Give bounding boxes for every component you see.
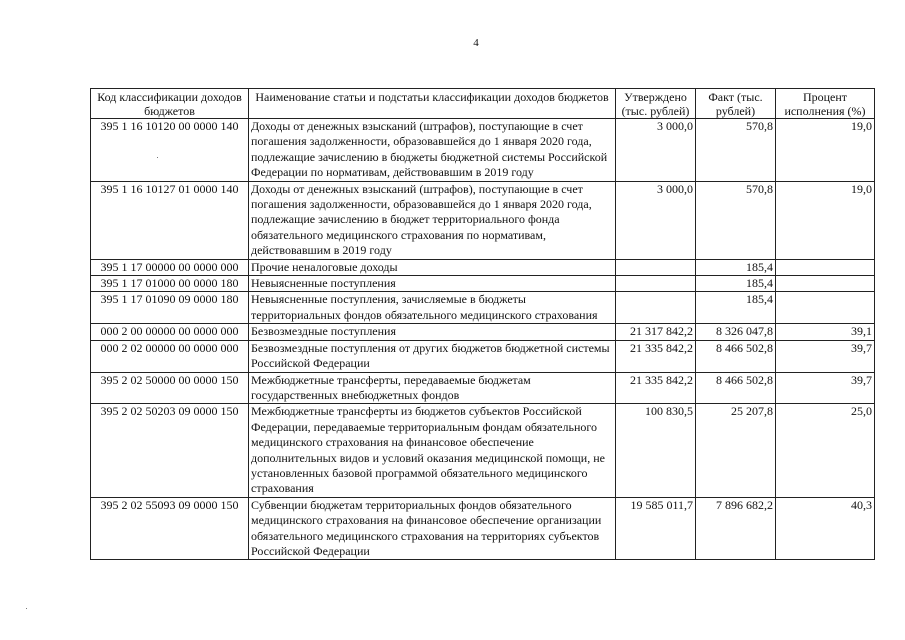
row-fact: 8 326 047,8 (696, 324, 776, 340)
row-name: Невыясненные поступления, зачисляемые в бюджеты территориальных фондов обязательного медицинского страхования (249, 292, 616, 324)
row-code: 000 2 02 00000 00 0000 000 (91, 340, 249, 372)
row-name: Межбюджетные трансферты из бюджетов субъектов Российской Федерации, передаваемые территориальным фондам обязательного медицинского страхования на финансовое обеспечение дополнительных видов и условий оказания медицинской помощи, не установленных базовой программой обязательного медицинского страхования (249, 404, 616, 497)
row-name: Безвозмездные поступления (249, 324, 616, 340)
row-fact: 8 466 502,8 (696, 372, 776, 404)
row-fact: 8 466 502,8 (696, 340, 776, 372)
row-code: 395 1 17 01090 09 0000 180 (91, 292, 249, 324)
row-approved (616, 259, 696, 275)
table-row (91, 292, 875, 324)
scan-speck (157, 157, 158, 158)
row-percent: 19,0 (776, 181, 875, 259)
row-code: 395 1 16 10120 00 0000 140 (91, 119, 249, 182)
row-approved: 3 000,0 (616, 119, 696, 182)
row-approved (616, 292, 696, 324)
row-fact: 570,8 (696, 181, 776, 259)
row-percent (776, 292, 875, 324)
page-number: 4 (473, 37, 479, 49)
row-name: Невыясненные поступления (249, 276, 616, 292)
row-code: 395 1 16 10127 01 0000 140 (91, 181, 249, 259)
table-row (91, 340, 875, 372)
row-code: 395 2 02 50000 00 0000 150 (91, 372, 249, 404)
row-approved: 100 830,5 (616, 404, 696, 497)
row-percent: 40,3 (776, 497, 875, 560)
table-row (91, 119, 875, 182)
header-approved: Утверждено (тыс. рублей) (616, 89, 696, 119)
table-row (91, 372, 875, 404)
row-fact: 185,4 (696, 276, 776, 292)
row-approved: 19 585 011,7 (616, 497, 696, 560)
header-code: Код классификации доходов бюджетов (91, 89, 249, 119)
row-approved (616, 276, 696, 292)
table-row (91, 404, 875, 497)
row-approved: 21 335 842,2 (616, 372, 696, 404)
row-name: Безвозмездные поступления от других бюджетов бюджетной системы Российской Федерации (249, 340, 616, 372)
row-code: 395 2 02 55093 09 0000 150 (91, 497, 249, 560)
row-fact: 185,4 (696, 292, 776, 324)
row-name: Межбюджетные трансферты, передаваемые бюджетам государственных внебюджетных фондов (249, 372, 616, 404)
row-code: 395 1 17 01000 00 0000 180 (91, 276, 249, 292)
row-percent: 19,0 (776, 119, 875, 182)
header-name: Наименование статьи и подстатьи классификации доходов бюджетов (249, 89, 616, 119)
row-approved: 21 335 842,2 (616, 340, 696, 372)
row-code: 000 2 00 00000 00 0000 000 (91, 324, 249, 340)
row-percent: 39,1 (776, 324, 875, 340)
row-fact: 7 896 682,2 (696, 497, 776, 560)
row-percent: 39,7 (776, 372, 875, 404)
table-header-row (91, 89, 875, 119)
row-percent (776, 276, 875, 292)
table-row (91, 181, 875, 259)
table-row (91, 497, 875, 560)
table-row (91, 324, 875, 340)
row-percent: 25,0 (776, 404, 875, 497)
row-name: Доходы от денежных взысканий (штрафов), поступающие в счет погашения задолженности, образовавшейся до 1 января 2020 года, подлежащие зачислению в бюджеты бюджетной системы Российской Федерации по нормативам, действовавшим в 2019 году (249, 119, 616, 182)
header-fact: Факт (тыс. рублей) (696, 89, 776, 119)
row-fact: 185,4 (696, 259, 776, 275)
row-fact: 570,8 (696, 119, 776, 182)
row-code: 395 1 17 00000 00 0000 000 (91, 259, 249, 275)
revenue-table (90, 88, 875, 560)
row-fact: 25 207,8 (696, 404, 776, 497)
row-percent: 39,7 (776, 340, 875, 372)
row-percent (776, 259, 875, 275)
table-row (91, 259, 875, 275)
row-name: Субвенции бюджетам территориальных фондов обязательного медицинского страхования на финансовое обеспечение организации обязательного медицинского страхования на территориях субъектов Российской Федерации (249, 497, 616, 560)
row-code: 395 2 02 50203 09 0000 150 (91, 404, 249, 497)
row-name: Прочие неналоговые доходы (249, 259, 616, 275)
row-approved: 21 317 842,2 (616, 324, 696, 340)
scan-speck (26, 608, 27, 609)
table-row (91, 276, 875, 292)
row-approved: 3 000,0 (616, 181, 696, 259)
header-percent: Процент исполнения (%) (776, 89, 875, 119)
row-name: Доходы от денежных взысканий (штрафов), поступающие в счет погашения задолженности, образовавшейся до 1 января 2020 года, подлежащие зачислению в бюджет территориального фонда обязательного медицинского страхования по нормативам, действовавшим в 2019 году (249, 181, 616, 259)
